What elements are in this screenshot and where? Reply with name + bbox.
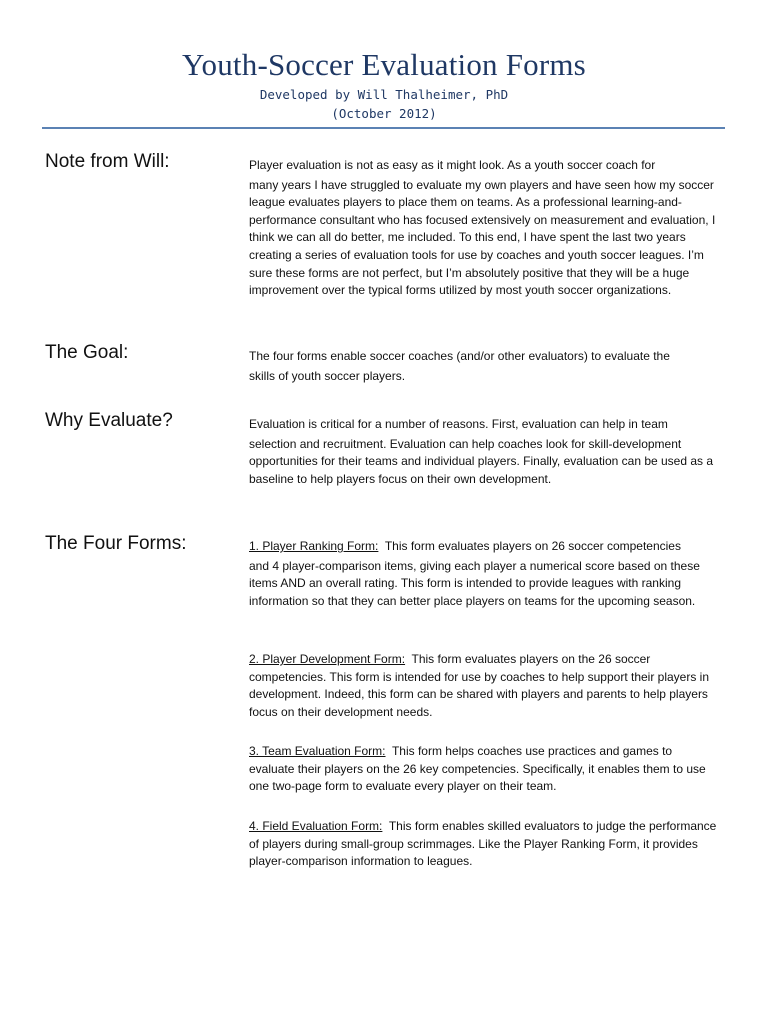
form-item-4	[249, 818, 720, 871]
form-item-1-rest: and 4 player-comparison items, giving each player a numerical score based on these items AND an overall rating. This form is intended to provide leagues with ranking information so that they can better place players on teams for the upcoming season.	[249, 558, 700, 608]
date-line: (October 2012)	[331, 106, 437, 121]
header-divider	[42, 127, 725, 129]
form-item-4-text: This form enables skilled evaluators to judge the performance of players during small-group scrimmages. Like the Player Ranking Form, it provides player-comparison information to leagues.	[249, 819, 720, 869]
note-first-line: Player evaluation is not as easy as it might look. As a youth soccer coach for	[249, 158, 656, 172]
note-rest: many years I have struggled to evaluate my own players and have seen how my soccer league evaluates players to place them on teams. As a professional learning-and-performance consultant who has focused extensively on measurement and evaluation, I think we can all do better, me included. To this end, I have spent the last two years creating a series of evaluation tools for use by coaches and youth soccer leagues. I’m sure these forms are not perfect, but I’m absolutely positive that they will be a huge improvement over the typical forms utilized by most youth soccer organizations.	[249, 177, 716, 298]
section-body-note	[249, 157, 717, 300]
form-item-2-title: 2. Player Development Form:	[249, 652, 406, 666]
why-rest: selection and recruitment. Evaluation can help coaches look for skill-development opportunities for their teams and individual players. Finally, evaluation can be used as a baseline to help players focus on their own development.	[249, 436, 714, 486]
document-title: Youth-Soccer Evaluation Forms	[182, 47, 586, 82]
goal-rest: skills of youth soccer players.	[249, 368, 406, 383]
form-item-2	[249, 651, 717, 721]
section-body-goal	[249, 348, 717, 385]
section-heading-goal: The Goal:	[45, 342, 129, 363]
form-item-1-first-line	[249, 538, 717, 556]
form-item-3-title: 3. Team Evaluation Form:	[249, 744, 386, 758]
form-item-3	[249, 743, 717, 796]
section-heading-forms: The Four Forms:	[45, 533, 187, 554]
section-heading-note: Note from Will:	[45, 151, 170, 172]
goal-first-line: The four forms enable soccer coaches (and/or other evaluators) to evaluate the	[249, 349, 670, 363]
form-item-2-text: This form evaluates players on the 26 soccer competencies. This form is intended for use by coaches to help support their players in development. Indeed, this form can be shared with players and parents to help players focus on their development needs.	[249, 652, 713, 719]
form-item-4-title: 4. Field Evaluation Form:	[249, 819, 383, 833]
section-body-why	[249, 416, 717, 488]
form-item-1-title: 1. Player Ranking Form:	[249, 539, 379, 553]
form-item-1	[249, 538, 717, 610]
form-item-3-text: This form helps coaches use practices and games to evaluate their players on the 26 key competencies. Specifically, it enables them to use one two-page form to evaluate every player on their team.	[249, 744, 710, 794]
author-line: Developed by Will Thalheimer, PhD	[259, 87, 509, 102]
section-heading-why: Why Evaluate?	[45, 410, 173, 431]
why-first-line: Evaluation is critical for a number of reasons. First, evaluation can help in team	[249, 417, 668, 431]
form-item-1-first-text: This form evaluates players on 26 soccer competencies	[378, 539, 681, 553]
